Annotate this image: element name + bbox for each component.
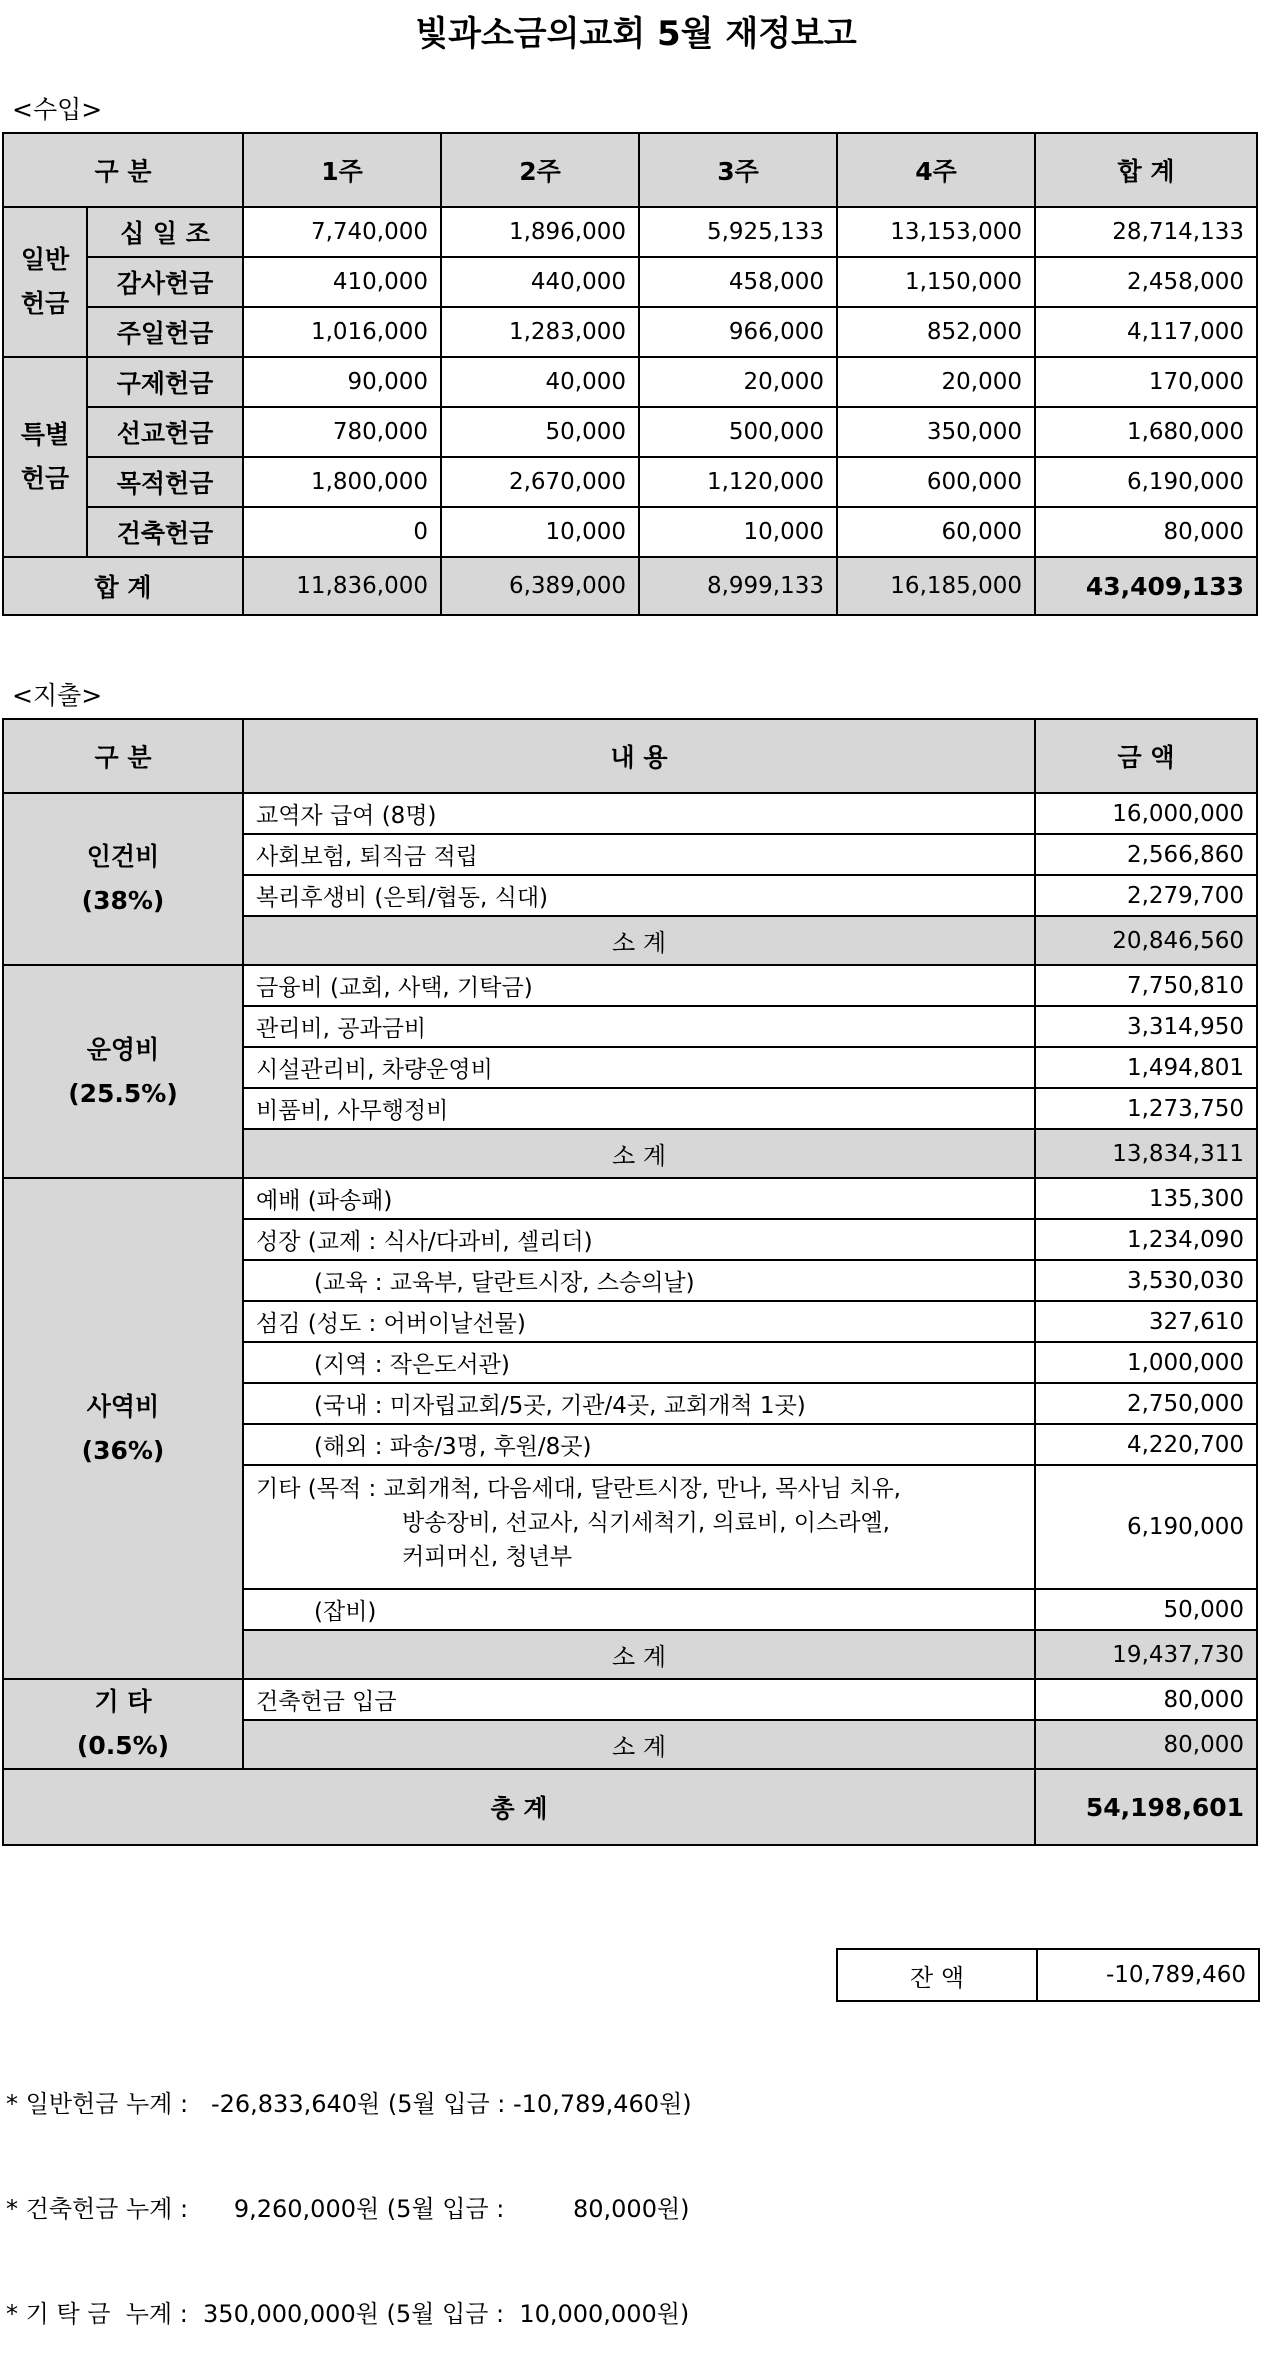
income-value-cell: 170,000 (1035, 357, 1257, 407)
income-row (3, 507, 1257, 557)
expense-item-description: 금융비 (교회, 사택, 기탁금) (243, 965, 1035, 1006)
expense-item-amount: 16,000,000 (1035, 793, 1257, 834)
income-value-cell: 966,000 (639, 307, 837, 357)
income-value-cell: 60,000 (837, 507, 1035, 557)
note-building-offering: * 건축헌금 누계 : 9,260,000원 (5월 입금 : 80,000원) (6, 2195, 690, 2223)
expense-subtotal-label: 소 계 (243, 916, 1035, 965)
expense-grand-total-label: 총 계 (3, 1769, 1035, 1845)
income-value-cell: 10,000 (639, 507, 837, 557)
expense-item-description: 예배 (파송패) (243, 1178, 1035, 1219)
income-row (3, 357, 1257, 407)
income-value-cell: 1,150,000 (837, 257, 1035, 307)
income-value-cell: 7,740,000 (243, 207, 441, 257)
income-value-cell: 600,000 (837, 457, 1035, 507)
expense-category-cell (3, 965, 243, 1178)
expense-item-description: (국내 : 미자립교회/5곳, 기관/4곳, 교회개척 1곳) (243, 1383, 1035, 1424)
notes (6, 2028, 692, 2371)
income-total-value: 16,185,000 (837, 557, 1035, 615)
income-total-label: 합 계 (3, 557, 243, 615)
income-total-value: 43,409,133 (1035, 557, 1257, 615)
income-value-cell: 500,000 (639, 407, 837, 457)
expense-subtotal-amount: 13,834,311 (1035, 1129, 1257, 1178)
income-total-value: 6,389,000 (441, 557, 639, 615)
expense-category-name: 운영비 (86, 1034, 160, 1064)
income-value-cell: 13,153,000 (837, 207, 1035, 257)
income-value-cell: 440,000 (441, 257, 639, 307)
income-value-cell: 90,000 (243, 357, 441, 407)
expense-item-amount: 6,190,000 (1035, 1465, 1257, 1589)
income-item-name: 선교헌금 (87, 407, 243, 457)
income-value-cell: 1,283,000 (441, 307, 639, 357)
income-value-cell: 20,000 (837, 357, 1035, 407)
income-value-cell: 40,000 (441, 357, 639, 407)
income-header-total: 합 계 (1035, 133, 1257, 207)
income-item-name: 구제헌금 (87, 357, 243, 407)
expense-item-amount: 1,000,000 (1035, 1342, 1257, 1383)
income-value-cell: 2,458,000 (1035, 257, 1257, 307)
income-row (3, 307, 1257, 357)
income-row (3, 207, 1257, 257)
expense-item-amount: 135,300 (1035, 1178, 1257, 1219)
expense-subtotal-amount: 80,000 (1035, 1720, 1257, 1769)
income-row (3, 407, 1257, 457)
income-total-value: 8,999,133 (639, 557, 837, 615)
expense-item-amount: 1,494,801 (1035, 1047, 1257, 1088)
income-header-week2: 2주 (441, 133, 639, 207)
expense-item-row (3, 793, 1257, 834)
income-value-cell: 350,000 (837, 407, 1035, 457)
balance-table (836, 1948, 1260, 2002)
expense-subtotal-label: 소 계 (243, 1630, 1035, 1679)
expense-item-description (243, 1465, 1035, 1589)
expense-item-amount: 1,273,750 (1035, 1088, 1257, 1129)
expense-item-description: (교육 : 교육부, 달란트시장, 스승의날) (243, 1260, 1035, 1301)
expense-category-cell (3, 793, 243, 965)
expense-section-label: <지출> (12, 681, 103, 710)
income-value-cell: 458,000 (639, 257, 837, 307)
income-value-cell: 1,800,000 (243, 457, 441, 507)
expense-item-row (3, 1178, 1257, 1219)
income-value-cell: 852,000 (837, 307, 1035, 357)
expense-item-description: 섬김 (성도 : 어버이날선물) (243, 1301, 1035, 1342)
expense-item-amount: 2,566,860 (1035, 834, 1257, 875)
expense-item-amount: 50,000 (1035, 1589, 1257, 1630)
income-value-cell: 80,000 (1035, 507, 1257, 557)
expense-item-description: (잡비) (243, 1589, 1035, 1630)
income-header-row (3, 133, 1257, 207)
income-total-row (3, 557, 1257, 615)
income-value-cell: 6,190,000 (1035, 457, 1257, 507)
income-item-name: 감사헌금 (87, 257, 243, 307)
income-value-cell: 780,000 (243, 407, 441, 457)
income-value-cell: 1,896,000 (441, 207, 639, 257)
income-value-cell: 1,680,000 (1035, 407, 1257, 457)
income-value-cell: 28,714,133 (1035, 207, 1257, 257)
balance-label: 잔 액 (837, 1949, 1037, 2001)
expense-item-amount: 327,610 (1035, 1301, 1257, 1342)
income-item-name: 목적헌금 (87, 457, 243, 507)
expense-grand-total-amount: 54,198,601 (1035, 1769, 1257, 1845)
income-section-label: <수입> (12, 95, 103, 124)
income-value-cell: 410,000 (243, 257, 441, 307)
expense-header-row (3, 719, 1257, 793)
expense-subtotal-amount: 20,846,560 (1035, 916, 1257, 965)
expense-header-amount: 금 액 (1035, 719, 1257, 793)
expense-header-category: 구 분 (3, 719, 243, 793)
income-value-cell: 1,016,000 (243, 307, 441, 357)
income-value-cell: 5,925,133 (639, 207, 837, 257)
balance-amount: -10,789,460 (1037, 1949, 1259, 2001)
income-item-name: 주일헌금 (87, 307, 243, 357)
expense-category-name: 사역비 (86, 1391, 160, 1421)
income-header-week4: 4주 (837, 133, 1035, 207)
note-general-offering: * 일반헌금 누계 : -26,833,640원 (5월 입금 : -10,789,460원) (6, 2090, 692, 2118)
income-group-name: 일반 헌금 (3, 207, 87, 357)
expense-item-description-line: 기타 (목적 : 교회개척, 다음세대, 달란트시장, 만나, 목사님 치유, (256, 1476, 901, 1502)
expense-item-description: 관리비, 공과금비 (243, 1006, 1035, 1047)
expense-item-amount: 3,314,950 (1035, 1006, 1257, 1047)
income-value-cell: 20,000 (639, 357, 837, 407)
expense-item-description-line: 방송장비, 선교사, 식기세척기, 의료비, 이스라엘, (402, 1510, 890, 1536)
expense-item-description: 시설관리비, 차량운영비 (243, 1047, 1035, 1088)
income-item-name: 십 일 조 (87, 207, 243, 257)
income-value-cell: 4,117,000 (1035, 307, 1257, 357)
expense-item-description: 건축헌금 입금 (243, 1679, 1035, 1720)
expense-item-description: 비품비, 사무행정비 (243, 1088, 1035, 1129)
income-group-name: 특별 헌금 (3, 357, 87, 557)
expense-category-name: 인건비 (86, 842, 160, 871)
income-header-week1: 1주 (243, 133, 441, 207)
income-value-cell: 1,120,000 (639, 457, 837, 507)
expense-category-percent: (25.5%) (68, 1078, 178, 1108)
expense-item-description: 성장 (교제 : 식사/다과비, 셀리더) (243, 1219, 1035, 1260)
note-deposit: * 기 탁 금 누계 : 350,000,000원 (5월 입금 : 10,000,000원) (6, 2300, 690, 2328)
expense-category-cell (3, 1178, 243, 1679)
income-value-cell: 10,000 (441, 507, 639, 557)
income-item-name: 건축헌금 (87, 507, 243, 557)
expense-subtotal-label: 소 계 (243, 1129, 1035, 1178)
expense-item-amount: 3,530,030 (1035, 1260, 1257, 1301)
expense-item-description: (해외 : 파송/3명, 후원/8곳) (243, 1424, 1035, 1465)
income-value-cell: 2,670,000 (441, 457, 639, 507)
expense-item-description: 교역자 급여 (8명) (243, 793, 1035, 834)
income-table (2, 132, 1258, 616)
income-value-cell: 0 (243, 507, 441, 557)
expense-item-amount: 80,000 (1035, 1679, 1257, 1720)
income-row (3, 257, 1257, 307)
expense-item-amount: 4,220,700 (1035, 1424, 1257, 1465)
expense-item-description: 복리후생비 (은퇴/협동, 식대) (243, 875, 1035, 916)
expense-item-description-line: 커피머신, 청년부 (402, 1544, 573, 1570)
expense-header-content: 내 용 (243, 719, 1035, 793)
expense-item-row (3, 1679, 1257, 1720)
expense-category-percent: (0.5%) (76, 1731, 170, 1760)
expense-item-amount: 2,279,700 (1035, 875, 1257, 916)
expense-category-percent: (36%) (81, 1435, 165, 1465)
expense-category-cell (3, 1679, 243, 1769)
income-total-value: 11,836,000 (243, 557, 441, 615)
expense-subtotal-amount: 19,437,730 (1035, 1630, 1257, 1679)
expense-item-description: (지역 : 작은도서관) (243, 1342, 1035, 1383)
expense-category-percent: (38%) (81, 886, 165, 915)
expense-table (2, 718, 1258, 1846)
expense-item-amount: 7,750,810 (1035, 965, 1257, 1006)
expense-item-amount: 1,234,090 (1035, 1219, 1257, 1260)
income-header-category: 구 분 (3, 133, 243, 207)
expense-item-amount: 2,750,000 (1035, 1383, 1257, 1424)
expense-item-row (3, 965, 1257, 1006)
income-value-cell: 50,000 (441, 407, 639, 457)
expense-category-name: 기 타 (94, 1687, 152, 1716)
expense-grand-total-row (3, 1769, 1257, 1845)
income-row (3, 457, 1257, 507)
income-header-week3: 3주 (639, 133, 837, 207)
page-title: 빛과소금의교회 5월 재정보고 (415, 14, 857, 54)
expense-item-description: 사회보험, 퇴직금 적립 (243, 834, 1035, 875)
expense-subtotal-label: 소 계 (243, 1720, 1035, 1769)
